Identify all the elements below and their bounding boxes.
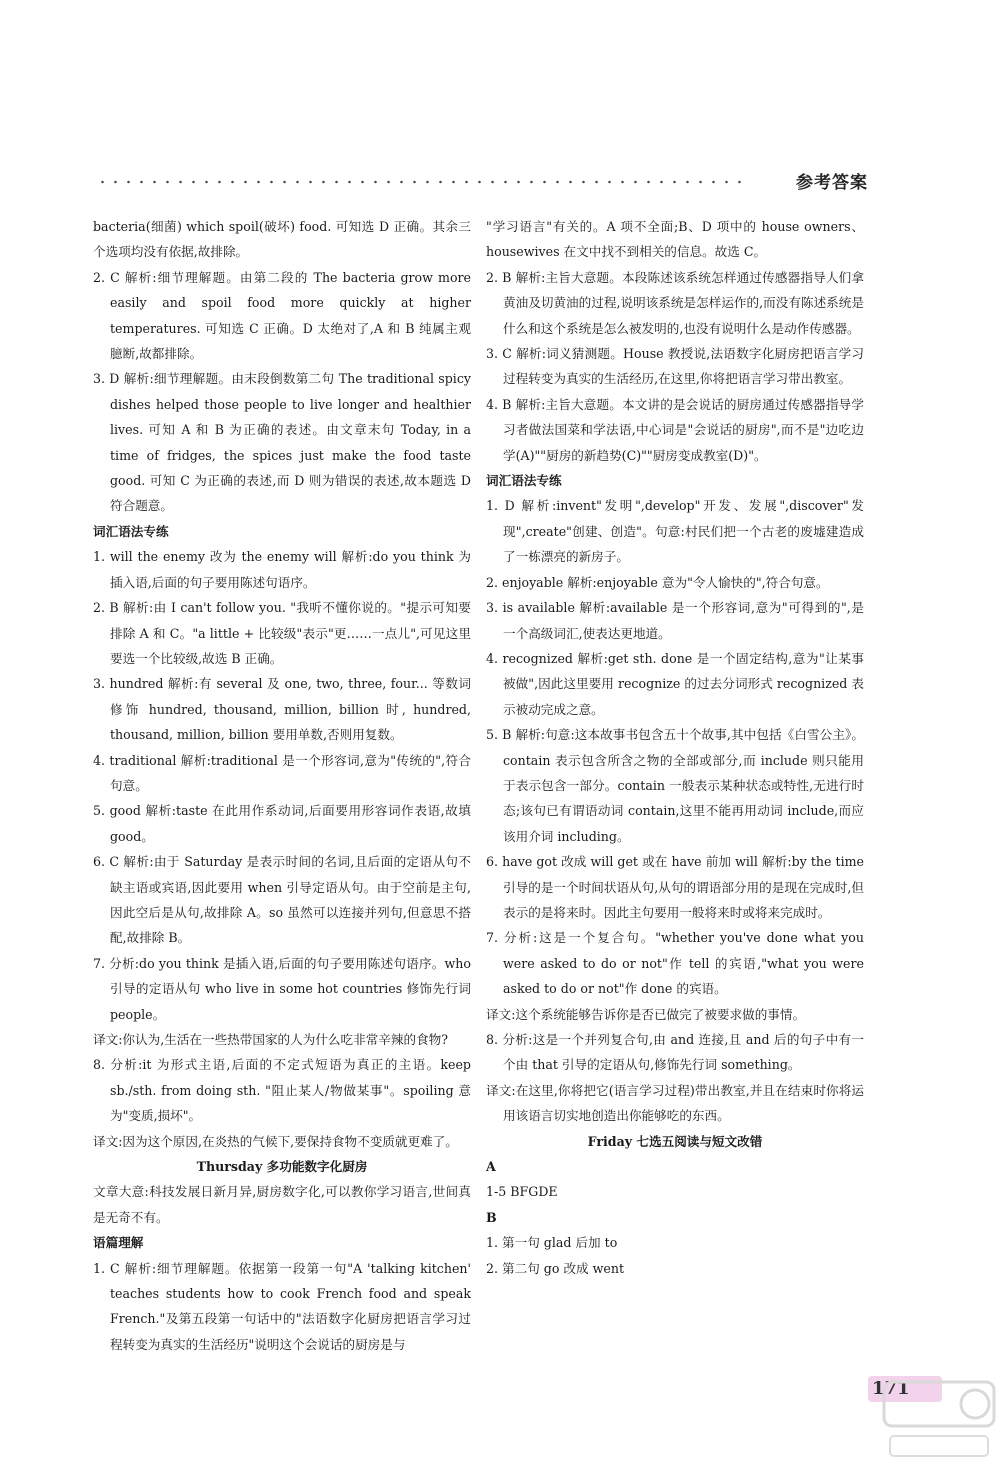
section-heading: A <box>486 1159 496 1175</box>
answer-item: 1. will the enemy 改为 the enemy will 解析:do you think 为插入语,后面的句子要用陈述句语序。 <box>93 549 471 590</box>
section-heading: B <box>486 1209 497 1225</box>
answer-item: 2. enjoyable 解析:enjoyable 意为"令人愉快的",符合句意。 <box>486 574 829 590</box>
answer-item: 2. B 解析:主旨大意题。本段陈述该系统怎样通过传感器指导人们拿黄油及切黄油的过程,说明该系统是怎样运作的,而没有陈述系统是什么和这个系统是怎么被发明的,也没有说明什么是动作传感器。 <box>486 269 864 336</box>
section-heading: 词汇语法专练 <box>93 523 169 539</box>
dotted-rule <box>96 180 746 184</box>
paragraph: bacteria(细菌) which spoil(破坏) food. 可知选 D 正确。其余三个选项均没有依据,故排除。 <box>93 219 471 260</box>
answer-item: 1. C 解析:细节理解题。依据第一段第一句"A 'talking kitchen' teaches students how to cook French food and speak French."及第五段第一句话中的"法语数字化厨房把语言学习过程转变为真实的生活经历"说明这个会说话的厨房是与 <box>93 1260 471 1352</box>
paragraph: 文章大意:科技发展日新月异,厨房数字化,可以教你学习语言,世间真是无奇不有。 <box>93 1184 471 1225</box>
paragraph: 1-5 BFGDE <box>486 1184 558 1200</box>
header-title: 参考答案 <box>796 173 868 193</box>
answer-item: 3. C 解析:词义猜测题。House 教授说,法语数字化厨房把语言学习过程转变为真实的生活经历,在这里,你将把语言学习带出教室。 <box>486 346 864 387</box>
answer-item: 3. hundred 解析:有 several 及 one, two, three, four... 等数词修饰 hundred, thousand, million, billion 时, hundred, thousand, million, billion 要用单数,否则用复数。 <box>93 676 471 743</box>
right-column <box>486 214 864 1281</box>
section-heading: 词汇语法专练 <box>486 473 562 489</box>
section-heading: 语篇理解 <box>93 1235 144 1251</box>
paragraph: 1. 第一句 glad 后加 to <box>486 1235 618 1251</box>
answer-item: 译文:在这里,你将把它(语言学习过程)带出教室,并且在结束时你将运用该语言切实地创造出你能够吃的东西。 <box>486 1082 864 1124</box>
answer-item: 4. B 解析:主旨大意题。本文讲的是会说话的厨房通过传感器指导学习者做法国菜和学法语,中心词是"会说话的厨房",而不是"边吃边学(A)""厨房的新趋势(C)""厨房变成教室(D)"。 <box>486 396 864 463</box>
answer-item: 3. D 解析:细节理解题。由末段倒数第二句 The traditional spicy dishes helped those people to live longer and healthier lives. 可知 A 和 B 为正确的表述。由文章末句 Today, in a time of fridges, the spices just make the food taste good. 可知 C 为正确的表述,而 D 则为错误的表述,故本题选 D 符合题意。 <box>93 371 471 514</box>
answer-item: 1. D 解析:invent"发明",develop"开发、发展",discover"发现",create"创建、创造"。句意:村民们把一个古老的废墟建造成了一栋漂亮的新房子。 <box>486 498 864 565</box>
answer-item: 4. recognized 解析:get sth. done 是一个固定结构,意为"让某事被做",因此这里要用 recognize 的过去分词形式 recognized 表示被动完成之意。 <box>486 650 864 717</box>
answer-item: 2. C 解析:细节理解题。由第二段的 The bacteria grow more easily and spoil food more quickly at higher temperatures. 可知选 C 正确。D 太绝对了,A 和 B 纯属主观臆断,故都排除。 <box>93 269 471 362</box>
answer-item: 7. 分析:do you think 是插入语,后面的句子要用陈述句语序。who 引导的定语从句 who live in some hot countries 修饰先行词 people。 <box>93 955 471 1022</box>
answer-item: 5. B 解析:句意:这本故事书包含五十个故事,其中包括《白雪公主》。contain 表示包含所含之物的全部或部分,而 include 则只能用于表示包含一部分。contain 一般表示某种状态或特性,无进行时态;该句已有谓语动词 contain,这里不能再用动词 include,而应该用介词 including。 <box>486 727 864 844</box>
paragraph: "学习语言"有关的。A 项不全面;B、D 项中的 house owners、housewives 在文中找不到相关的信息。故选 C。 <box>486 219 864 260</box>
answer-item: 3. is available 解析:available 是一个形容词,意为"可得到的",是一个高级词汇,使表达更地道。 <box>486 600 864 641</box>
answer-item: 5. good 解析:taste 在此用作系动词,后面要用形容词作表语,故填 good。 <box>93 803 471 844</box>
section-title: Thursday 多功能数字化厨房 <box>196 1159 368 1175</box>
answer-item: 2. B 解析:由 I can't follow you. "我听不懂你说的。"提示可知要排除 A 和 C。"a little + 比较级"表示"更……一点儿",可见这里要选一个比较级,故选 B 正确。 <box>93 600 471 666</box>
left-column <box>93 214 471 1357</box>
paragraph: 2. 第二句 go 改成 went <box>486 1260 625 1276</box>
watermark-logo-icon <box>880 1378 998 1462</box>
answer-item: 译文:因为这个原因,在炎热的气候下,要保持食物不变质就更难了。 <box>93 1133 458 1149</box>
answer-item: 7. 分析:这是一个复合句。"whether you've done what you were asked to do or not"作 tell 的宾语,"what you were asked to do or not"作 done 的宾语。 <box>486 930 864 997</box>
answer-item: 8. 分析:it 为形式主语,后面的不定式短语为真正的主语。keep sb./sth. from doing sth. "阻止某人/物做某事"。spoiling 意为"变质,损坏"。 <box>93 1057 471 1124</box>
section-title: Friday 七选五阅读与短文改错 <box>587 1133 763 1149</box>
answer-item: 4. traditional 解析:traditional 是一个形容词,意为"传统的",符合句意。 <box>93 752 471 793</box>
answer-item: 译文:你认为,生活在一些热带国家的人为什么吃非常辛辣的食物? <box>93 1032 449 1047</box>
answer-item: 8. 分析:这是一个并列复合句,由 and 连接,且 and 后的句子中有一个由 that 引导的定语从句,修饰先行词 something。 <box>486 1032 864 1073</box>
page-header <box>96 168 868 194</box>
page-number: 171 <box>868 1376 942 1402</box>
answer-item: 6. have got 改成 will get 或在 have 前加 will 解析:by the time 引导的是一个时间状语从句,从句的谓语部分用的是现在完成时,但表示的是将来时。因此主句要用一般将来时或将来完成时。 <box>486 854 864 920</box>
answer-item: 译文:这个系统能够告诉你是否已做完了被要求做的事情。 <box>486 1006 806 1022</box>
answer-item: 6. C 解析:由于 Saturday 是表示时间的名词,且后面的定语从句不缺主语或宾语,因此要用 when 引导定语从句。由于空前是主句,因此空后是从句,故排除 A。so 虽然可以连接并列句,但意思不搭配,故排除 B。 <box>93 854 471 946</box>
